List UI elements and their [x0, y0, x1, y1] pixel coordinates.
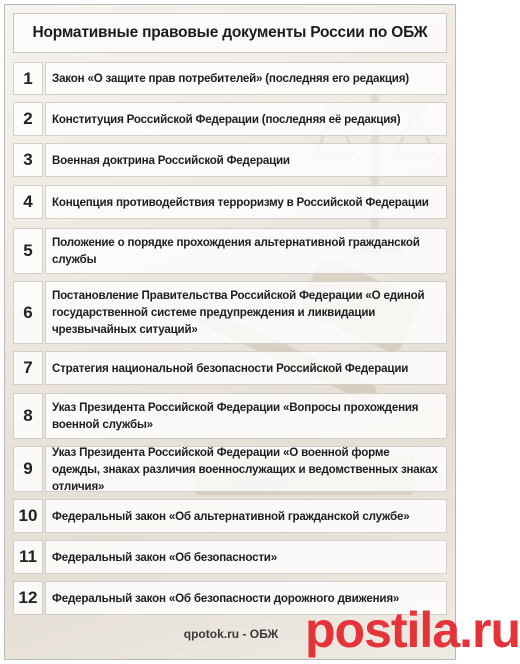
list-item: [13, 102, 447, 136]
item-text: Военная доктрина Российской Федерации: [45, 143, 447, 177]
item-text: Закон «О защите прав потребителей» (последняя его редакция): [45, 62, 447, 95]
list-item: [13, 351, 447, 385]
page-title: Нормативные правовые документы России по ОБЖ: [13, 13, 447, 53]
item-text: Федеральный закон «Об безопасности»: [45, 540, 447, 574]
item-number: 12: [13, 581, 43, 615]
list-item: [13, 228, 447, 274]
item-text: Положение о порядке прохождения альтернативной гражданской службы: [45, 228, 447, 274]
item-number: 10: [13, 499, 43, 533]
source-caption: qpotok.ru - ОБЖ: [183, 627, 279, 641]
item-text: Концепция противодействия терроризму в Российской Федерации: [45, 185, 447, 219]
list-item: [13, 393, 447, 439]
item-number: 3: [13, 143, 43, 177]
item-text: Указ Президента Российской Федерации «О военной форме одежды, знаках различия военнослужащих и ведомственных знаках отличия»: [45, 446, 447, 492]
item-number: 8: [13, 393, 43, 439]
item-text: Постановление Правительства Российской Федерации «О единой государственной системе предупреждения и ликвидации чрезвычайных ситуаций»: [45, 281, 447, 344]
item-number: 11: [13, 540, 43, 574]
item-number: 9: [13, 446, 43, 492]
list-item: [13, 143, 447, 177]
list-item: [13, 446, 447, 492]
list-item: [13, 185, 447, 219]
item-text: Конституция Российской Федерации (последняя её редакция): [45, 102, 447, 136]
item-text: Стратегия национальной безопасности Российской Федерации: [45, 351, 447, 385]
watermark: postila.ru: [305, 602, 520, 658]
item-text: Федеральный закон «Об безопасности дорожного движения»: [45, 581, 447, 615]
list-item: [13, 62, 447, 95]
item-number: 7: [13, 351, 43, 385]
item-text: Федеральный закон «Об альтернативной гражданской службе»: [45, 499, 447, 533]
infographic-card: [4, 4, 520, 660]
item-text: Указ Президента Российской Федерации «Вопросы прохождения военной службы»: [45, 393, 447, 439]
item-number: 6: [13, 281, 43, 344]
item-number: 2: [13, 102, 43, 136]
list-item: [13, 499, 447, 533]
item-number: 5: [13, 228, 43, 274]
item-number: 4: [13, 185, 43, 219]
list-item: [13, 281, 447, 344]
list-item: [13, 540, 447, 574]
item-number: 1: [13, 62, 43, 95]
